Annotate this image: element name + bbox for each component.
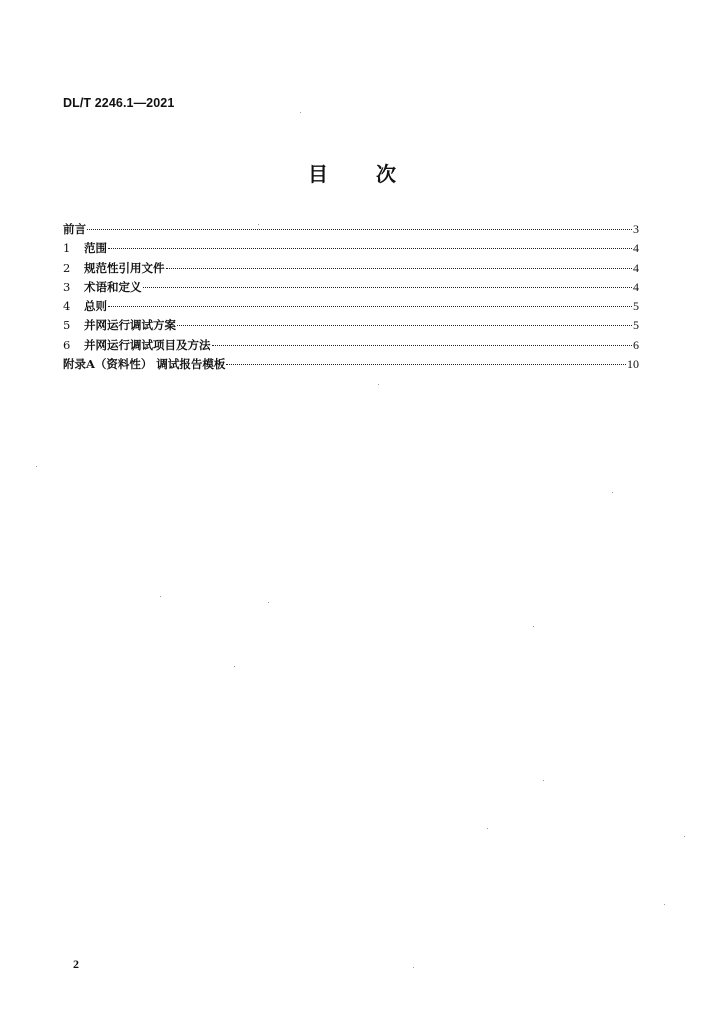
toc-entry-page: 10: [627, 357, 639, 372]
toc-entry-terms-definitions[interactable]: [63, 278, 639, 297]
toc-entry-normative-references[interactable]: [63, 259, 639, 278]
toc-entry-page: 5: [633, 299, 639, 314]
page-number: 2: [73, 957, 79, 971]
toc-leader-dots: [108, 305, 632, 307]
scan-speck: [268, 602, 269, 603]
document-code: DL/T 2246.1—2021: [63, 96, 175, 110]
scan-speck: [36, 466, 37, 467]
table-of-contents: [63, 220, 639, 374]
toc-entry-label: 术语和定义: [84, 279, 142, 294]
toc-leader-dots: [177, 324, 632, 326]
toc-entry-page: 4: [633, 260, 639, 275]
toc-title-part1: 目: [308, 162, 328, 186]
toc-leader-dots: [108, 247, 632, 249]
toc-entry-general[interactable]: [63, 297, 639, 316]
toc-entry-label: 规范性引用文件: [84, 260, 165, 275]
toc-entry-label: 前言: [63, 222, 86, 236]
scan-speck: [258, 224, 259, 225]
toc-entry-number: 1: [63, 241, 71, 256]
toc-title: [0, 158, 704, 187]
toc-entry-page: 4: [633, 241, 639, 256]
toc-leader-dots: [226, 363, 626, 365]
toc-title-part2: 次: [376, 162, 396, 186]
toc-entry-number: 4: [63, 299, 71, 314]
toc-entry-number: 2: [63, 260, 71, 275]
scan-speck: [684, 836, 685, 837]
scan-speck: [378, 384, 379, 385]
toc-entry-page: 4: [633, 279, 639, 294]
scan-speck: [533, 626, 534, 627]
toc-entry-scope[interactable]: [63, 239, 639, 258]
toc-entry-number: 3: [63, 279, 71, 294]
toc-entry-page: 5: [633, 318, 639, 333]
toc-entry-number: 6: [63, 337, 71, 352]
toc-entry-label: 并网运行调试方案: [84, 318, 176, 333]
scan-speck: [160, 596, 161, 597]
scan-speck: [543, 780, 544, 781]
toc-entry-label: 范围: [84, 241, 107, 256]
toc-entry-commissioning-items-methods[interactable]: [63, 336, 639, 355]
toc-leader-dots: [212, 344, 633, 346]
toc-entry-label: 并网运行调试项目及方法: [84, 337, 211, 352]
toc-entry-page: 3: [633, 222, 639, 236]
toc-entry-appendix-a[interactable]: [63, 355, 639, 374]
toc-entry-foreword[interactable]: [63, 220, 639, 239]
scan-speck: [612, 492, 613, 493]
toc-leader-dots: [166, 267, 633, 269]
toc-entry-number: 5: [63, 318, 71, 333]
scan-speck: [234, 666, 235, 667]
toc-entry-label: 总则: [84, 299, 107, 314]
toc-leader-dots: [87, 228, 632, 230]
scan-speck: [664, 904, 665, 905]
toc-entry-commissioning-plan[interactable]: [63, 316, 639, 335]
toc-leader-dots: [143, 286, 633, 288]
scan-speck: [413, 967, 414, 968]
scan-speck: [487, 828, 488, 829]
scan-speck: [300, 112, 301, 113]
toc-entry-page: 6: [633, 337, 639, 352]
toc-entry-label: 附录A（资料性） 调试报告模板: [63, 357, 226, 372]
